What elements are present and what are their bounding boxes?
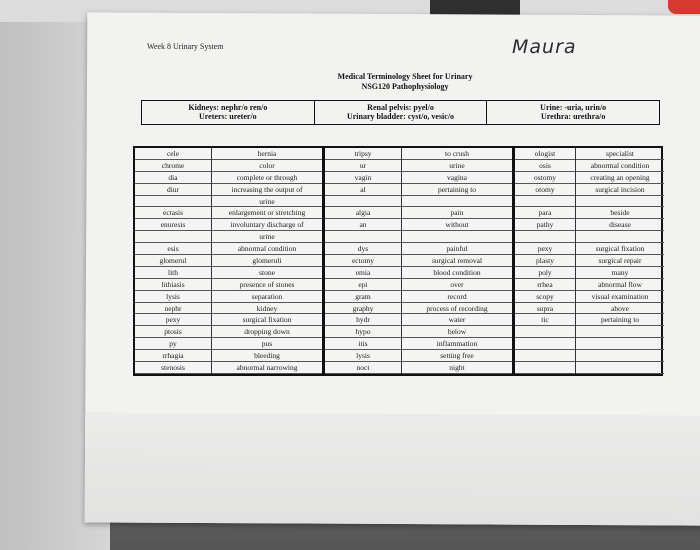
table-cell (402, 231, 512, 243)
table-cell (515, 231, 575, 243)
table-cell: below (402, 326, 512, 338)
table-cell: dys (325, 243, 401, 255)
table-cell (515, 326, 575, 338)
roots-line: Renal pelvis: pyel/o (367, 103, 434, 112)
table-cell: record (402, 291, 512, 303)
table-cell (515, 338, 575, 350)
table-cell: night (402, 362, 512, 374)
roots-cell-pelvis (315, 101, 488, 124)
table-cell: tripsy (325, 148, 401, 160)
background-red-object (668, 0, 700, 14)
table-cell (325, 231, 401, 243)
table-cell: para (515, 207, 575, 219)
table-cell: surgical removal (402, 255, 512, 267)
table-cell (325, 196, 401, 208)
roots-line: Ureters: ureter/o (199, 112, 257, 121)
table-cell: ectasis (135, 207, 211, 219)
table-cell (576, 196, 664, 208)
title-line-1: Medical Terminology Sheet for Urinary (337, 72, 473, 81)
table-cell: pertaining to (576, 314, 664, 326)
table-cell: urine (212, 196, 322, 208)
table-cell: dropping down (212, 326, 322, 338)
table-cell: surgical repair (576, 255, 664, 267)
table-cell: osis (515, 160, 575, 172)
table-cell: chrome (135, 160, 211, 172)
roots-cell-urine (487, 101, 659, 124)
table-cell: diur (135, 184, 211, 196)
table-cell: graphy (325, 303, 401, 315)
meanings-column (212, 148, 322, 374)
table-cell: involuntary discharge of (212, 219, 322, 231)
terms-column (135, 148, 212, 374)
table-cell: glomerul (135, 255, 211, 267)
table-cell: urine (402, 160, 512, 172)
table-cell: to crush (402, 148, 512, 160)
table-cell: abnormal narrowing (212, 362, 322, 374)
table-cell: pathy (515, 219, 575, 231)
table-cell: bleeding (212, 350, 322, 362)
table-cell: ectomy (325, 255, 401, 267)
table-cell: surgical incision (576, 184, 664, 196)
table-cell: py (135, 338, 211, 350)
table-cell: rrhagia (135, 350, 211, 362)
table-cell: esis (135, 243, 211, 255)
table-cell: without (402, 219, 512, 231)
table-cell: vagina (402, 172, 512, 184)
table-cell: vagin (325, 172, 401, 184)
table-cell: supra (515, 303, 575, 315)
table-cell: dia (135, 172, 211, 184)
roots-table (141, 100, 660, 125)
table-cell: an (325, 219, 401, 231)
table-cell: algia (325, 207, 401, 219)
roots-line: Kidneys: nephr/o ren/o (188, 103, 268, 112)
table-cell: emia (325, 267, 401, 279)
table-section-3 (515, 148, 664, 374)
table-cell: tic (515, 314, 575, 326)
meanings-column (402, 148, 512, 374)
table-cell: creating an opening (576, 172, 664, 184)
table-cell: blood condition (402, 267, 512, 279)
table-cell: lithiasis (135, 279, 211, 291)
table-cell: itis (325, 338, 401, 350)
table-cell: ur (325, 160, 401, 172)
table-cell: water (402, 314, 512, 326)
table-cell: cele (135, 148, 211, 160)
table-cell: abnormal condition (576, 160, 664, 172)
table-cell (576, 231, 664, 243)
table-cell: stone (212, 267, 322, 279)
table-cell (576, 350, 664, 362)
meanings-column (576, 148, 664, 374)
table-cell: over (402, 279, 512, 291)
table-cell (576, 326, 664, 338)
handwritten-name: Maura (512, 36, 577, 58)
table-cell: ostomy (515, 172, 575, 184)
table-cell: enlargement or stretching (212, 207, 322, 219)
table-cell: pus (212, 338, 322, 350)
table-cell: glomeruli (212, 255, 322, 267)
table-cell (515, 196, 575, 208)
table-cell: stenosis (135, 362, 211, 374)
table-cell: urine (212, 231, 322, 243)
table-cell: surgical fixation (576, 243, 664, 255)
table-cell: painful (402, 243, 512, 255)
table-cell: pexy (135, 314, 211, 326)
table-cell: hydr (325, 314, 401, 326)
table-cell: epi (325, 279, 401, 291)
table-cell: setting free (402, 350, 512, 362)
table-cell: hernia (212, 148, 322, 160)
table-cell: beside (576, 207, 664, 219)
terms-column (515, 148, 576, 374)
table-cell (515, 350, 575, 362)
table-cell: complete or through (212, 172, 322, 184)
table-cell: rrhea (515, 279, 575, 291)
table-cell: visual examination (576, 291, 664, 303)
terms-column (325, 148, 402, 374)
table-cell: lysis (135, 291, 211, 303)
table-cell: ptosis (135, 326, 211, 338)
table-cell: pertaining to (402, 184, 512, 196)
table-cell: plasty (515, 255, 575, 267)
table-cell: inflammation (402, 338, 512, 350)
table-cell: pain (402, 207, 512, 219)
page-title (300, 72, 510, 92)
table-cell: noct (325, 362, 401, 374)
table-cell: otomy (515, 184, 575, 196)
table-section-1 (135, 148, 325, 374)
table-cell: process of recording (402, 303, 512, 315)
table-cell (576, 362, 664, 374)
terminology-table (133, 146, 663, 376)
table-cell: lysis (325, 350, 401, 362)
table-cell: disease (576, 219, 664, 231)
table-cell: separation (212, 291, 322, 303)
table-cell: color (212, 160, 322, 172)
roots-line: Urethra: urethra/o (541, 112, 606, 121)
table-cell: surgical fixation (212, 314, 322, 326)
table-cell: al (325, 184, 401, 196)
roots-cell-kidneys (142, 101, 315, 124)
table-cell (515, 362, 575, 374)
table-cell: abnormal flow (576, 279, 664, 291)
table-cell: enuresis (135, 219, 211, 231)
table-cell: hypo (325, 326, 401, 338)
paper-lower-area (85, 412, 700, 525)
table-cell: pexy (515, 243, 575, 255)
table-cell: lith (135, 267, 211, 279)
roots-line: Urinary bladder: cyst/o, vesic/o (346, 112, 455, 121)
table-cell: presence of stones (212, 279, 322, 291)
table-cell: increasing the output of (212, 184, 322, 196)
table-cell: above (576, 303, 664, 315)
table-cell: kidney (212, 303, 322, 315)
table-cell: poly (515, 267, 575, 279)
table-cell (402, 196, 512, 208)
table-cell: abnormal condition (212, 243, 322, 255)
table-cell (135, 231, 211, 243)
table-cell: specialist (576, 148, 664, 160)
table-cell: ologist (515, 148, 575, 160)
week-label: Week 8 Urinary System (147, 42, 224, 51)
table-cell: many (576, 267, 664, 279)
table-cell (576, 338, 664, 350)
title-line-2: NSG120 Pathophysiology (361, 82, 449, 91)
table-section-2 (325, 148, 515, 374)
table-cell: nephr (135, 303, 211, 315)
table-cell (135, 196, 211, 208)
table-cell: scopy (515, 291, 575, 303)
table-cell: gram (325, 291, 401, 303)
roots-line: Urine: -uria, urin/o (540, 103, 607, 112)
